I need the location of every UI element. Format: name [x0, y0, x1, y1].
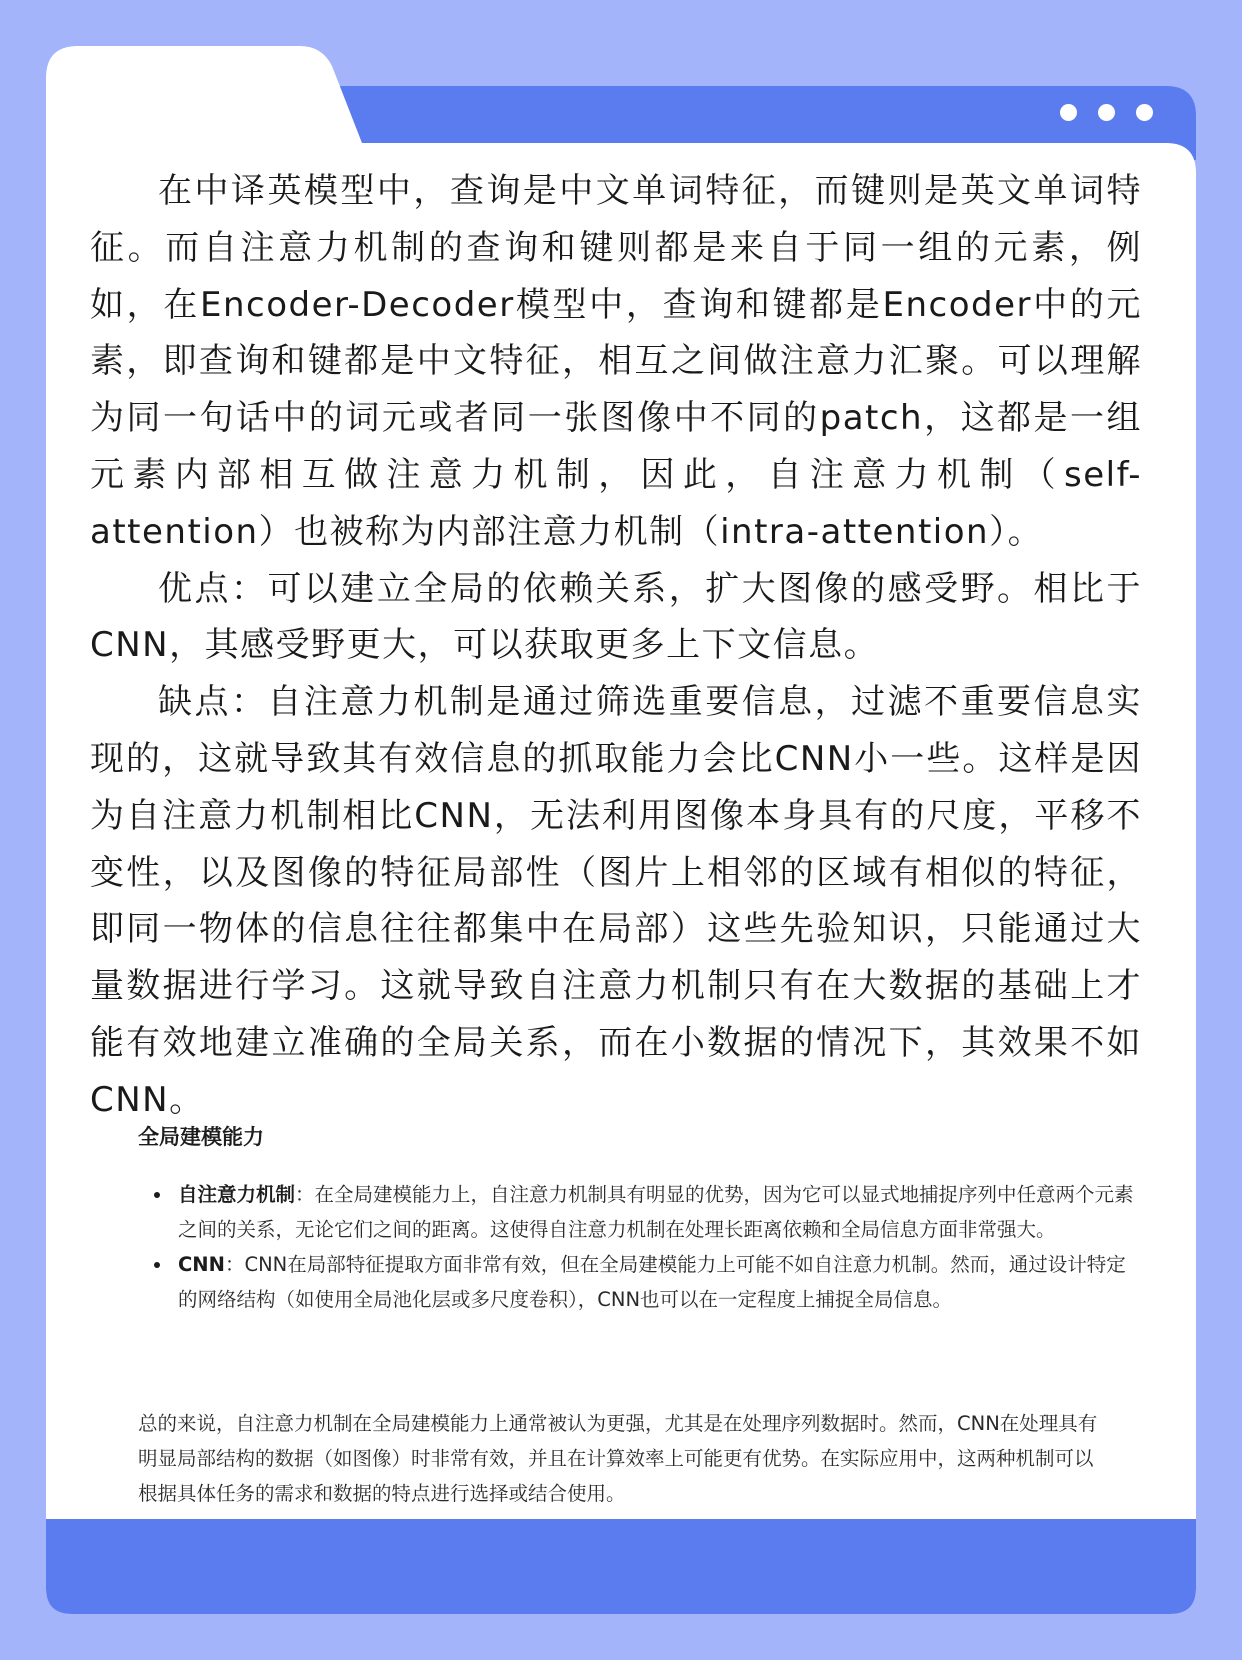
article-paragraph: 缺点：自注意力机制是通过筛选重要信息，过滤不重要信息实现的，这就导致其有效信息的抓取能力会比CNN小一些。这样是因为自注意力机制相比CNN，无法利用图像本身具有的尺度，平移不变性，以及图像的特征局部性（图片上相邻的区域有相似的特征，即同一物体的信息往往都集中在局部）这些先验知识，只能通过大量数据进行学习。这就导致自注意力机制只有在大数据的基础上才能有效地建立准确的全局关系，而在小数据的情况下，其效果不如CNN。 — [90, 682, 1142, 1120]
screenshot-heading: 全局建模能力 — [138, 1125, 264, 1149]
article-paragraph: 在中译英模型中，查询是中文单词特征，而键则是英文单词特征。而自注意力机制的查询和键则都是来自于同一组的元素，例如，在Encoder-Decoder模型中，查询和键都是Encoder中的元素，即查询和键都是中文特征，相互之间做注意力汇聚。可以理解为同一句话中的词元或者同一张图像中不同的patch，这都是一组元素内部相互做注意力机制，因此，自注意力机制（self-attention）也被称为内部注意力机制（intra-attention）。 — [90, 171, 1142, 552]
bullet-icon — [154, 1192, 160, 1198]
screenshot-summary: 总的来说，自注意力机制在全局建模能力上通常被认为更强，尤其是在处理序列数据时。然而，CNN在处理具有明显局部结构的数据（如图像）时非常有效，并且在计算效率上可能更有优势。在实际应用中，这两种机制可以根据具体任务的需求和数据的特点进行选择或结合使用。 — [138, 1412, 1098, 1505]
article-body — [90, 163, 1142, 1129]
list-item — [138, 1247, 1138, 1317]
screenshot-list — [138, 1177, 1138, 1317]
window-controls — [1060, 104, 1170, 124]
dot-icon — [1136, 104, 1153, 121]
dot-icon — [1060, 104, 1077, 121]
list-item — [138, 1177, 1138, 1247]
list-item-text: ：在全局建模能力上，自注意力机制具有明显的优势，因为它可以显式地捕捉序列中任意两个元素之间的关系，无论它们之间的距离。这使得自注意力机制在处理长距离依赖和全局信息方面非常强大。 — [178, 1183, 1134, 1241]
list-item-term: 自注意力机制 — [178, 1183, 296, 1206]
article-paragraph: 优点：可以建立全局的依赖关系，扩大图像的感受野。相比于CNN，其感受野更大，可以获取更多上下文信息。 — [90, 568, 1142, 666]
dot-icon — [1098, 104, 1115, 121]
footer-band — [46, 1519, 1196, 1614]
list-item-term: CNN — [178, 1253, 225, 1276]
list-item-text: ：CNN在局部特征提取方面非常有效，但在全局建模能力上可能不如自注意力机制。然而，通过设计特定的网络结构（如使用全局池化层或多尺度卷积），CNN也可以在一定程度上捕捉全局信息。 — [178, 1253, 1126, 1311]
bullet-icon — [154, 1262, 160, 1268]
